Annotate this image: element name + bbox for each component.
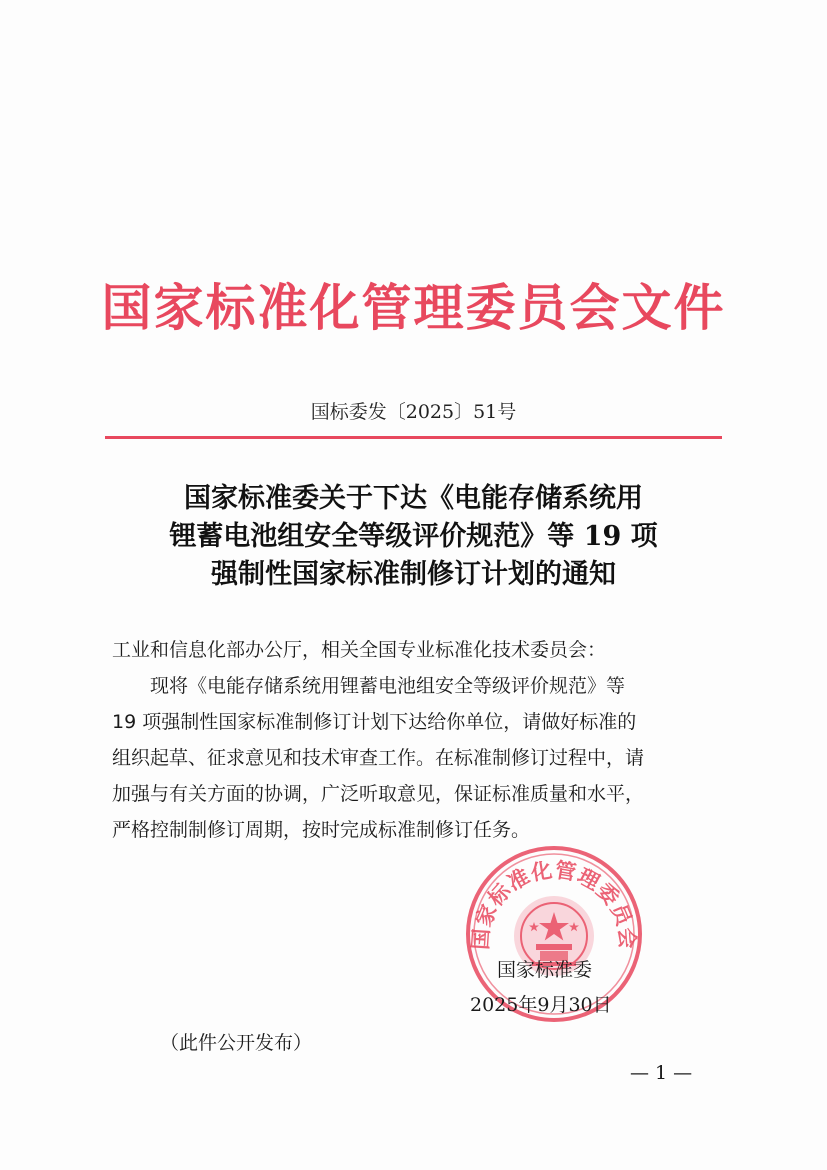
subject-line-2: 锂蓄电池组安全等级评价规范》等 19 项 (169, 521, 658, 552)
public-release-note: （此件公开发布） (160, 1032, 313, 1054)
document-subject (0, 480, 827, 594)
body-paragraph-line: 19 项强制性国家标准制修订计划下达给你单位，请做好标准的 (112, 711, 637, 733)
addressee-line: 工业和信息化部办公厅，相关全国专业标准化技术委员会： (112, 639, 607, 661)
page-number: — 1 — (630, 1062, 693, 1084)
svg-text:国家标准化管理委员会: 国家标准化管理委员会 (467, 856, 641, 951)
issue-date: 2025年9月30日 (470, 994, 612, 1016)
document-number: 国标委发〔2025〕51号 (310, 401, 517, 423)
subject-line-3: 强制性国家标准制修订计划的通知 (211, 559, 616, 590)
document-body (112, 632, 722, 848)
body-paragraph-line: 加强与有关方面的协调，广泛听取意见，保证标准质量和水平， (112, 783, 645, 805)
body-paragraph-line: 现将《电能存储系统用锂蓄电池组安全等级评价规范》等 (150, 675, 626, 697)
red-divider-line (105, 436, 722, 439)
subject-line-1: 国家标准委关于下达《电能存储系统用 (184, 483, 643, 514)
issuer-name: 国家标准委 (497, 959, 593, 981)
document-header-title: 国家标准化管理委员会文件 (101, 278, 726, 337)
body-paragraph-line: 严格控制制修订周期，按时完成标准制修订任务。 (112, 819, 531, 841)
body-paragraph-line: 组织起草、征求意见和技术审查工作。在标准制修订过程中，请 (112, 747, 645, 769)
